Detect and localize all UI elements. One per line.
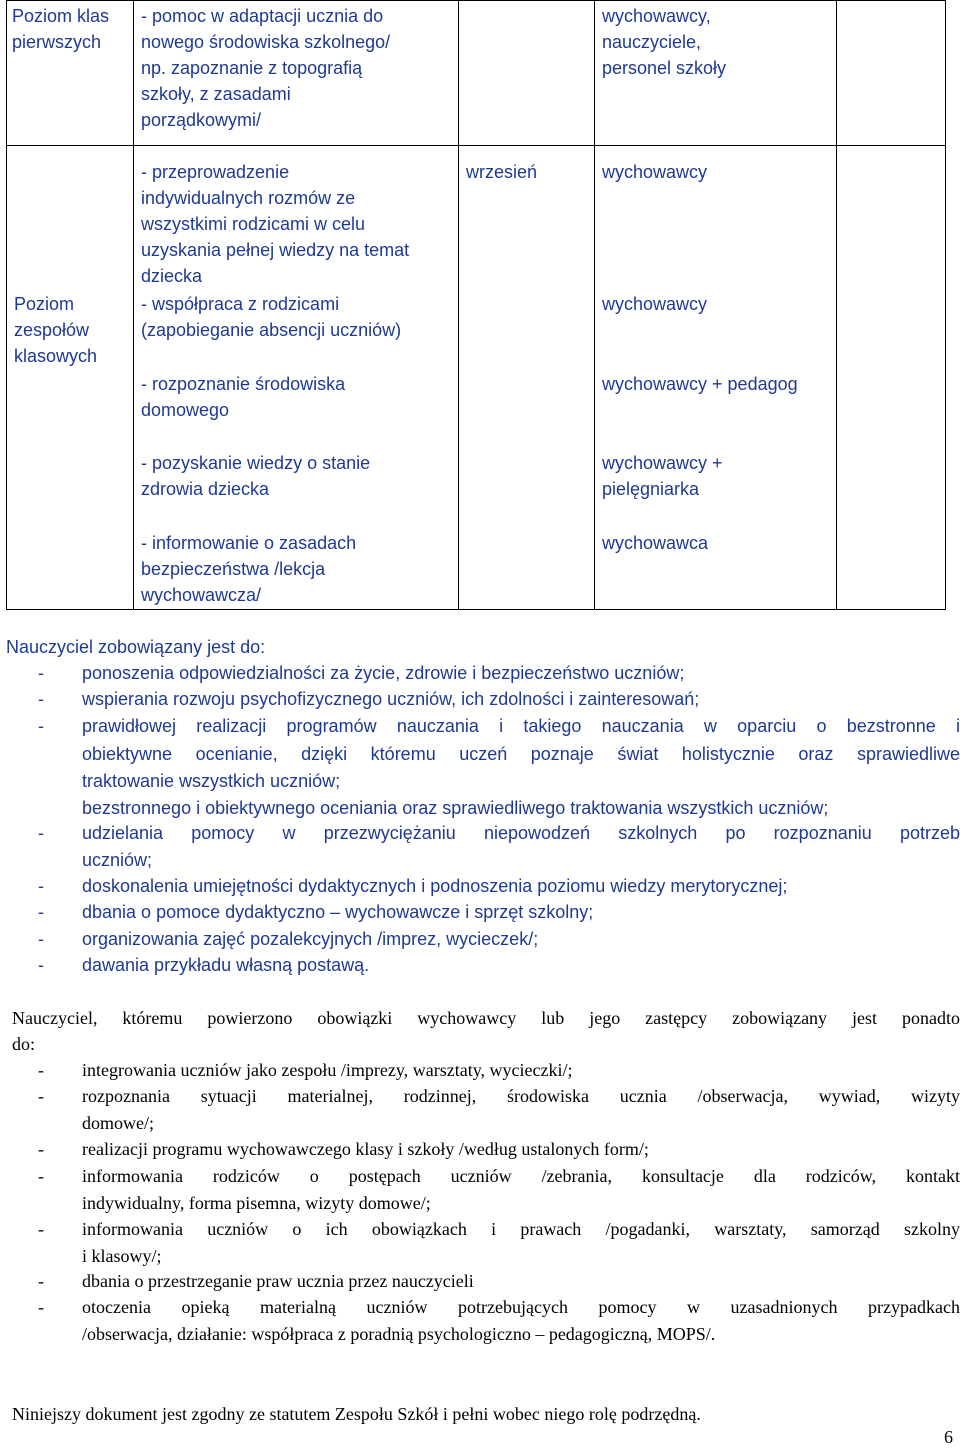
- table-border-top: [6, 0, 946, 1]
- responsible-item: wychowawcy: [602, 162, 708, 182]
- table-divider: [133, 0, 134, 610]
- extra-line: bezstronnego i obiektywnego oceniania oraz sprawiedliwego traktowania wszystkich uczniów;: [82, 798, 829, 818]
- document-statement: Niniejszy dokument jest zgodny ze statutem Zespołu Szkół i pełni wobec niego rolę podrzędną.: [12, 1404, 701, 1424]
- level-cell: Poziom zespołów klasowych: [14, 294, 98, 366]
- responsible-item: wychowawcy: [602, 294, 708, 314]
- task-item: - informowanie o zasadach bezpieczeństwa /lekcja wychowawcza/: [141, 533, 357, 605]
- table-border-bottom: [6, 609, 946, 610]
- table-border-right: [945, 0, 946, 610]
- task-item: - pozyskanie wiedzy o stanie zdrowia dziecka: [141, 453, 371, 499]
- table-divider: [836, 0, 837, 610]
- section-heading: Nauczyciel zobowiązany jest do:: [6, 637, 266, 657]
- page-number: 6: [944, 1427, 953, 1447]
- responsible-cell: wychowawcy, nauczyciele, personel szkoły: [602, 6, 727, 78]
- table-border-left: [6, 0, 7, 610]
- responsible-item: wychowawcy + pedagog: [602, 374, 798, 394]
- term-cell: wrzesień: [466, 162, 538, 182]
- task-item: - współpraca z rodzicami (zapobieganie absencji uczniów): [141, 294, 402, 340]
- task-cell: - pomoc w adaptacji ucznia do nowego środowiska szkolnego/ np. zapoznanie z topografią szkoły, z zasadami porządkowymi/: [141, 6, 391, 130]
- section-intro: do:: [12, 1034, 36, 1054]
- table-row-divider: [6, 145, 946, 146]
- table-divider: [458, 0, 459, 610]
- responsible-item: wychowawcy + pielęgniarka: [602, 453, 723, 499]
- level-cell: Poziom klas pierwszych: [12, 6, 110, 52]
- responsible-item: wychowawca: [602, 533, 709, 553]
- task-item: - rozpoznanie środowiska domowego: [141, 374, 346, 420]
- table-divider: [594, 0, 595, 610]
- section-intro: Nauczyciel, któremu powierzono obowiązki wychowawcy lub jego zastępcy zobowiązany jest ponadto: [12, 1008, 960, 1028]
- task-item: - przeprowadzenie indywidualnych rozmów ze wszystkimi rodzicami w celu uzyskania pełnej wiedzy na temat dziecka: [141, 162, 410, 286]
